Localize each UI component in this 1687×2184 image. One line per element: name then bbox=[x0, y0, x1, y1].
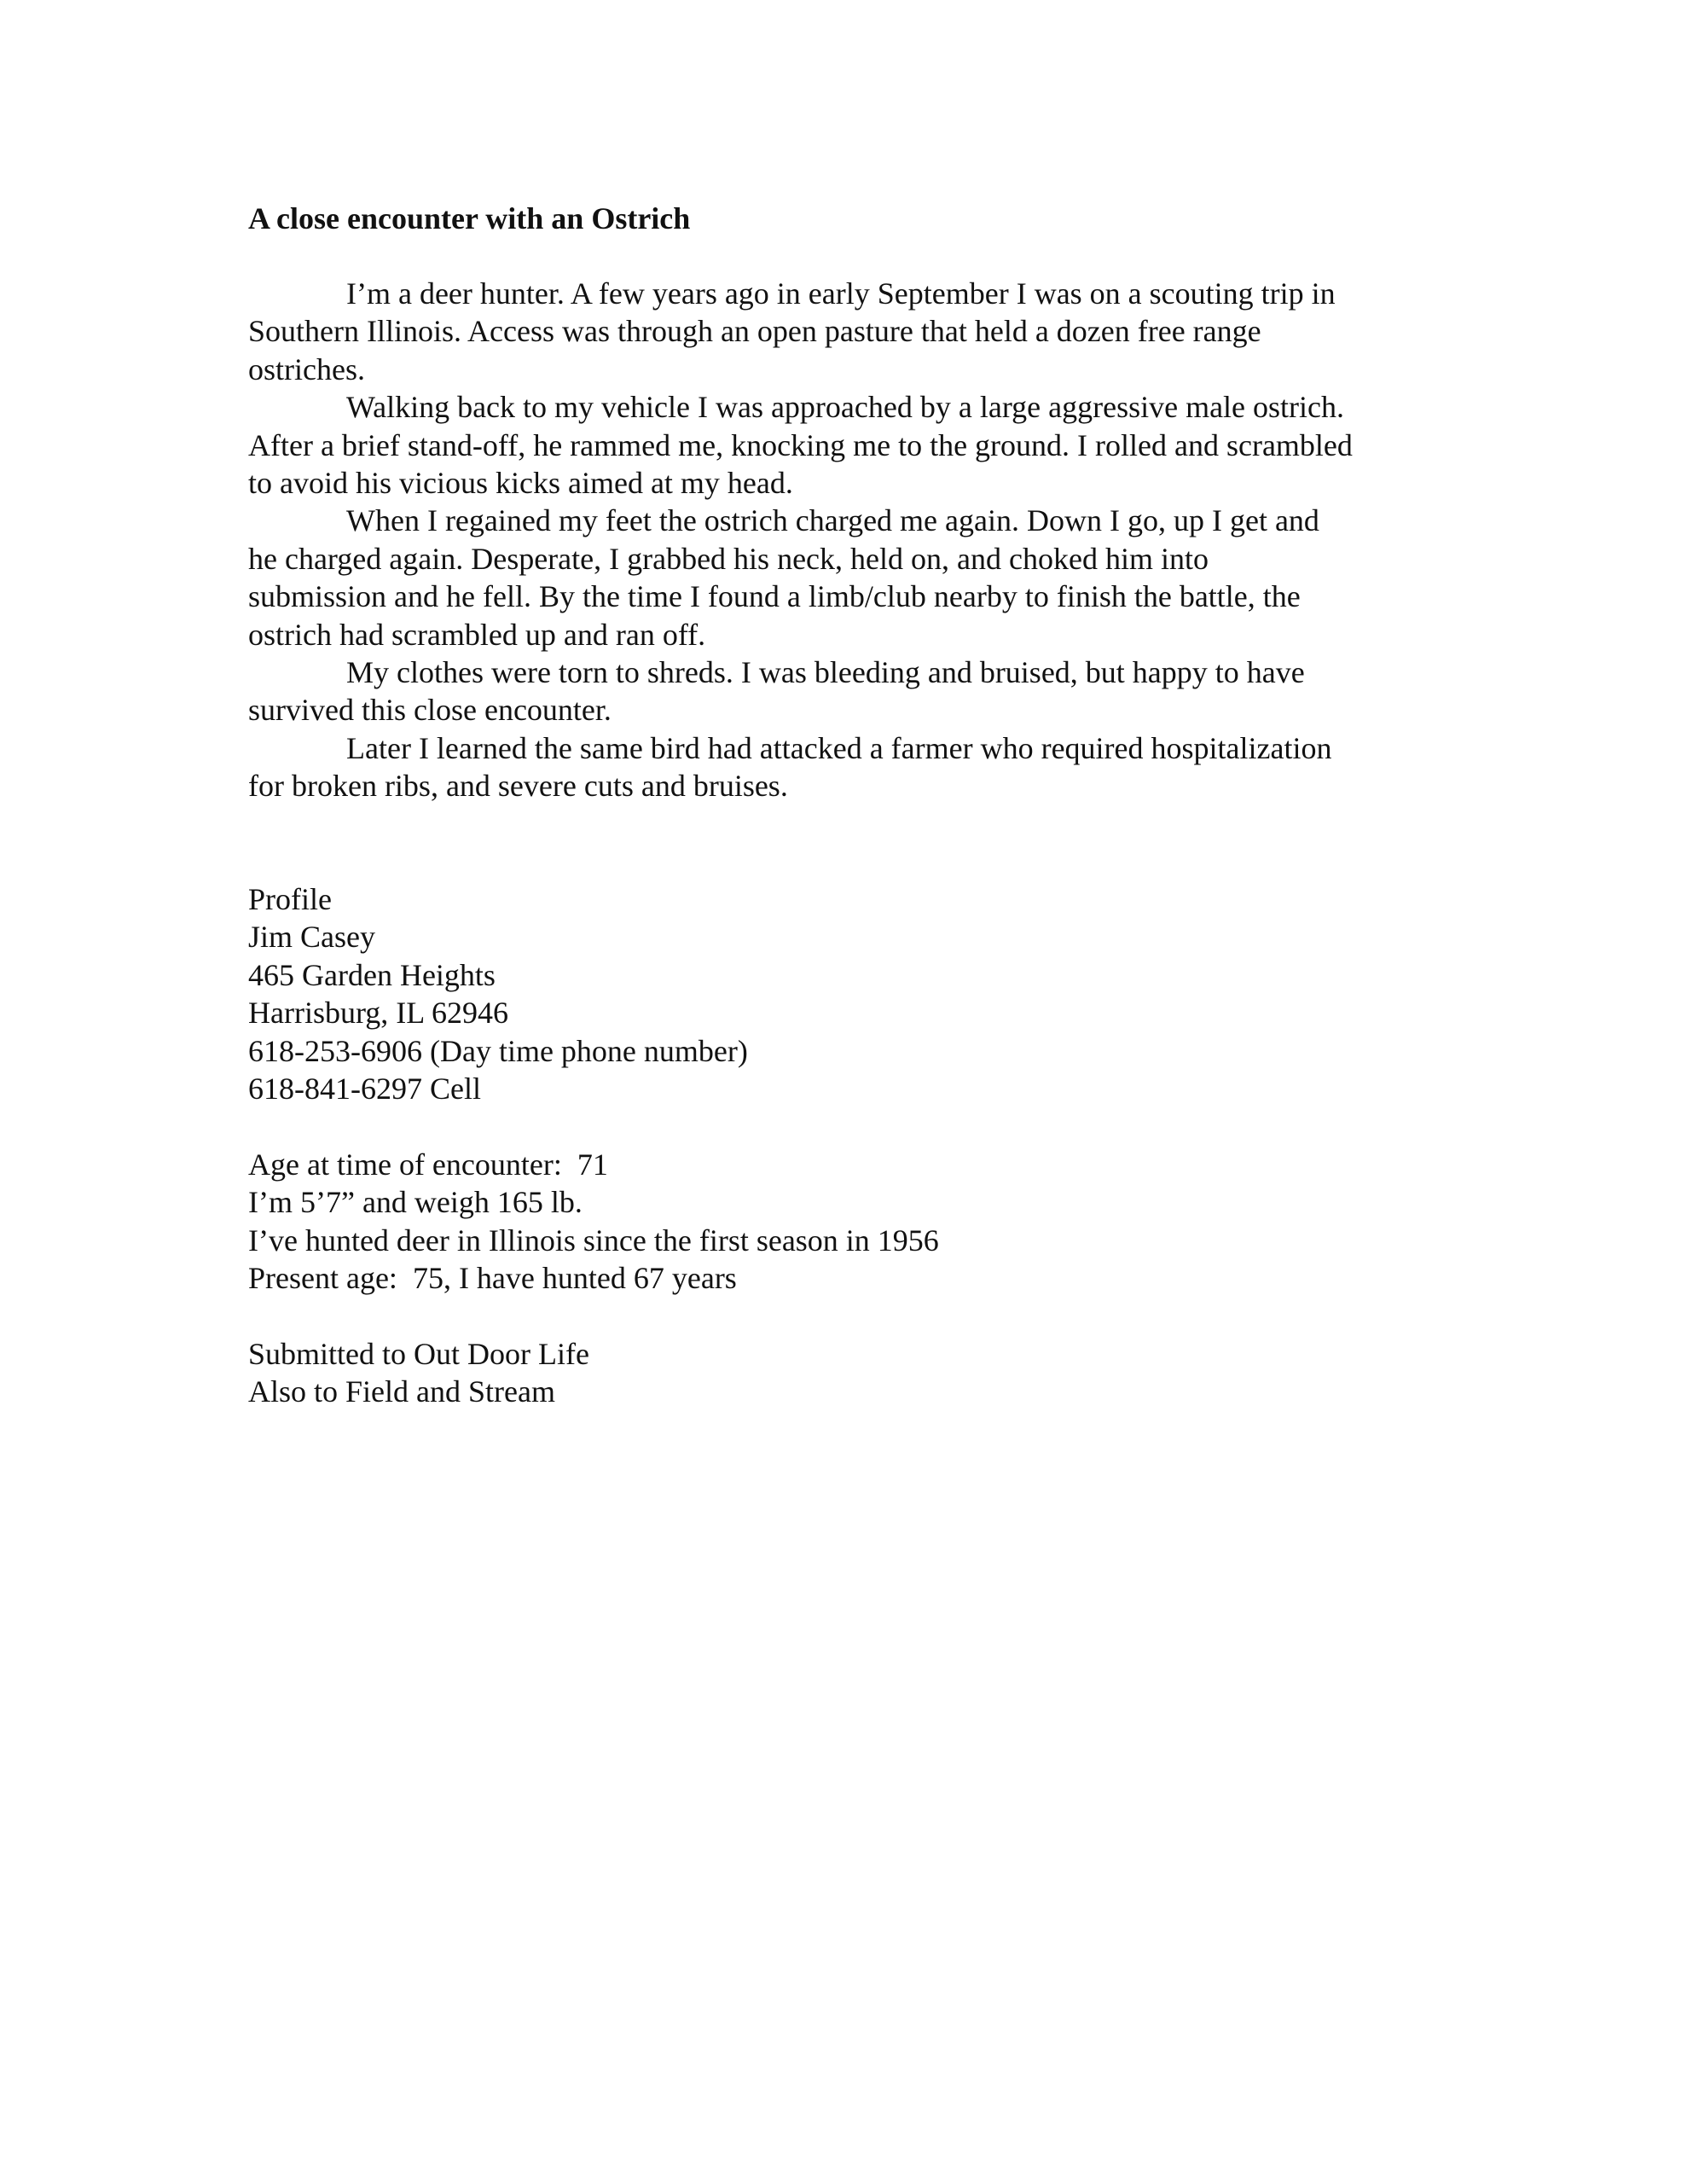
fact-line: I’m 5’7” and weigh 165 lb. bbox=[248, 1185, 583, 1220]
submission-line: Submitted to Out Door Life bbox=[248, 1337, 589, 1371]
story-paragraph: I’m a deer hunter. A few years ago in early September I was on a scouting trip in Southern Illinois. Access was through an open pasture that held a dozen free range ostriches. bbox=[248, 276, 1336, 386]
city-state-zip: Harrisburg, IL 62946 bbox=[248, 996, 508, 1031]
cell-phone: 618-841-6297 Cell bbox=[248, 1072, 481, 1107]
author-facts bbox=[248, 1146, 1357, 1298]
street-address: 465 Garden Heights bbox=[248, 957, 496, 992]
story-paragraph: When I regained my feet the ostrich charged me again. Down I go, up I get and he charged again. Desperate, I grabbed his neck, held on, and choked him into submission and he fell. By the time I found a limb/club nearby to finish the battle, the ostrich had scrambled up and ran off. bbox=[248, 503, 1319, 652]
submission-line: Also to Field and Stream bbox=[248, 1374, 555, 1409]
story-paragraph: My clothes were torn to shreds. I was bleeding and bruised, but happy to have survived this close encounter. bbox=[248, 655, 1305, 728]
fact-line: Present age: 75, I have hunted 67 years bbox=[248, 1261, 737, 1296]
author-profile bbox=[248, 880, 1357, 1107]
author-name: Jim Casey bbox=[248, 920, 375, 955]
profile-heading: Profile bbox=[248, 882, 332, 916]
day-phone: 618-253-6906 (Day time phone number) bbox=[248, 1033, 748, 1068]
story-paragraph: Walking back to my vehicle I was approached by a large aggressive male ostrich. After a brief stand-off, he rammed me, knocking me to the ground. I rolled and scrambled to avoid his vicious kicks aimed at my head. bbox=[248, 390, 1353, 501]
fact-line: I’ve hunted deer in Illinois since the first season in 1956 bbox=[248, 1223, 939, 1258]
story-body bbox=[248, 275, 1459, 805]
story-paragraph: Later I learned the same bird had attacked a farmer who required hospitalization for broken ribs, and severe cuts and bruises. bbox=[248, 730, 1332, 804]
fact-line: Age at time of encounter: 71 bbox=[248, 1147, 608, 1182]
document-title: A close encounter with an Ostrich bbox=[248, 201, 691, 235]
submission-notes bbox=[248, 1335, 1357, 1411]
